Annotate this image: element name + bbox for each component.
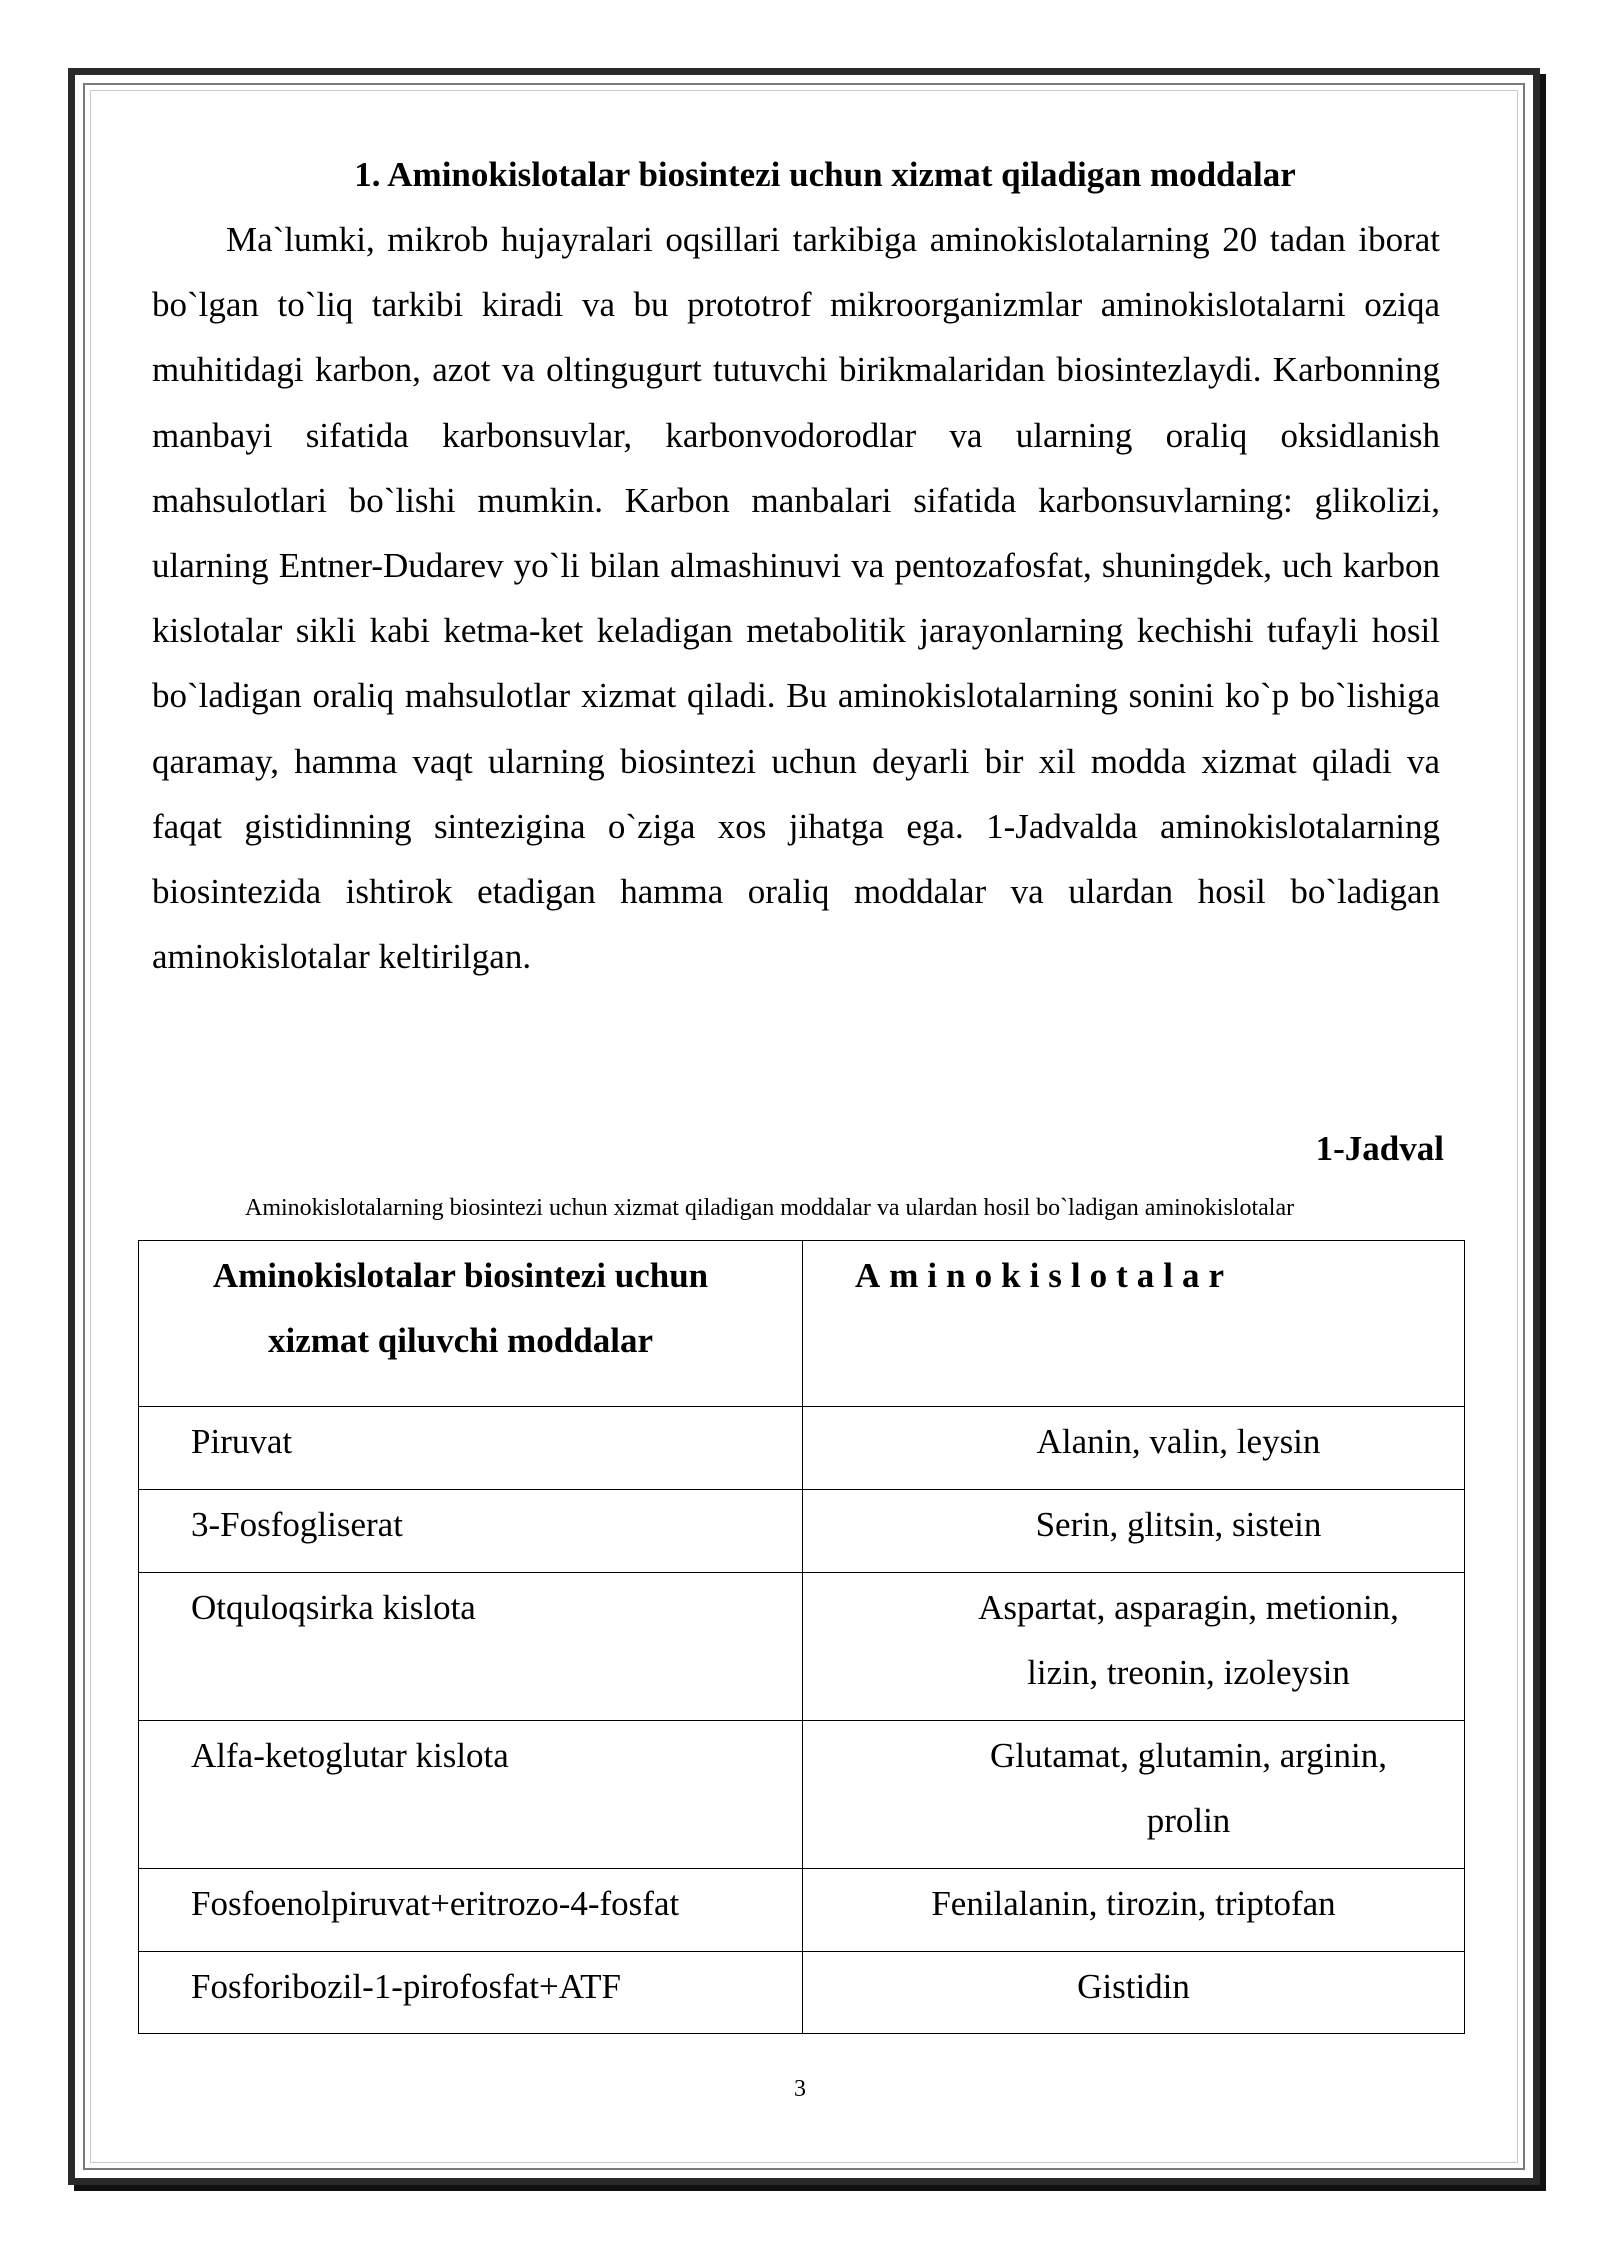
table-label: 1-Jadval bbox=[1315, 1129, 1444, 1168]
table-row bbox=[139, 1952, 1465, 2034]
table-cell-amino-acids: Gistidin bbox=[803, 1952, 1465, 2034]
table-cell-amino-acids: Aspartat, asparagin, metionin, lizin, treonin, izoleysin bbox=[803, 1573, 1465, 1721]
table-caption: Aminokislotalarning biosintezi uchun xizmat qiladigan moddalar va ulardan hosil bo`ladigan aminokislotalar bbox=[245, 1195, 1295, 1221]
body-paragraph: Ma`lumki, mikrob hujayralari oqsillari tarkibiga aminokislotalarning 20 tadan iborat bo`lgan to`liq tarkibi kiradi va bu prototrof mikroorganizmlar aminokislotalarni oziqa muhitidagi karbon, azot va oltingugurt tutuvchi birikmalaridan biosintezlaydi. Karbonning manbayi sifatida karbonsuvlar, karbonvodorodlar va ularning oraliq oksidlanish mahsulotlari bo`lishi mumkin. Karbon manbalari sifatida karbonsuvlarning: glikolizi, ularning Entner-Dudarev yo`li bilan almashinuvi va pentozafosfat, shuningdek, uch karbon kislotalar sikli kabi ketma-ket keladigan metabolitik jarayonlarning kechishi tufayli hosil bo`ladigan oraliq mahsulotlar xizmat qiladi. Bu aminokislotalarning sonini ko`p bo`lishiga qaramay, hamma vaqt ularning biosintezi uchun deyarli bir xil modda xizmat qiladi va faqat gistidinning sintezigina o`ziga xos jihatga ega. 1-Jadvalda aminokislotalarning biosintezida ishtirok etadigan hamma oraliq moddalar va ulardan hosil bo`ladigan aminokislotalar keltirilgan. bbox=[152, 220, 1440, 977]
amino-acid-table bbox=[138, 1240, 1465, 2034]
table-cell-substance: Fosforibozil-1-pirofosfat+ATF bbox=[139, 1952, 803, 2034]
table-cell-amino-acids: Fenilalanin, tirozin, triptofan bbox=[803, 1869, 1465, 1952]
page-number: 3 bbox=[794, 2076, 806, 2102]
header-substances: Aminokislotalar biosintezi uchun xizmat qiluvchi moddalar bbox=[139, 1241, 803, 1407]
table-row bbox=[139, 1407, 1465, 1490]
table-cell-substance: 3-Fosfogliserat bbox=[139, 1490, 803, 1573]
table-cell-substance: Piruvat bbox=[139, 1407, 803, 1490]
table-cell-substance: Otquloqsirka kislota bbox=[139, 1573, 803, 1721]
table-row bbox=[139, 1490, 1465, 1573]
table-cell-amino-acids: Serin, glitsin, sistein bbox=[803, 1490, 1465, 1573]
table-cell-substance: Alfa-ketoglutar kislota bbox=[139, 1721, 803, 1869]
table-cell-amino-acids: Glutamat, glutamin, arginin, prolin bbox=[803, 1721, 1465, 1869]
table-header-row bbox=[139, 1241, 1465, 1407]
header-amino-acids: Aminokislotalar bbox=[803, 1241, 1465, 1407]
table-cell-amino-acids: Alanin, valin, leysin bbox=[803, 1407, 1465, 1490]
section-heading: 1. Aminokislotalar biosintezi uchun xizmat qiladigan moddalar bbox=[354, 155, 1296, 194]
table-row bbox=[139, 1573, 1465, 1721]
table-cell-substance: Fosfoenolpiruvat+eritrozo-4-fosfat bbox=[139, 1869, 803, 1952]
table-row bbox=[139, 1869, 1465, 1952]
table-row bbox=[139, 1721, 1465, 1869]
